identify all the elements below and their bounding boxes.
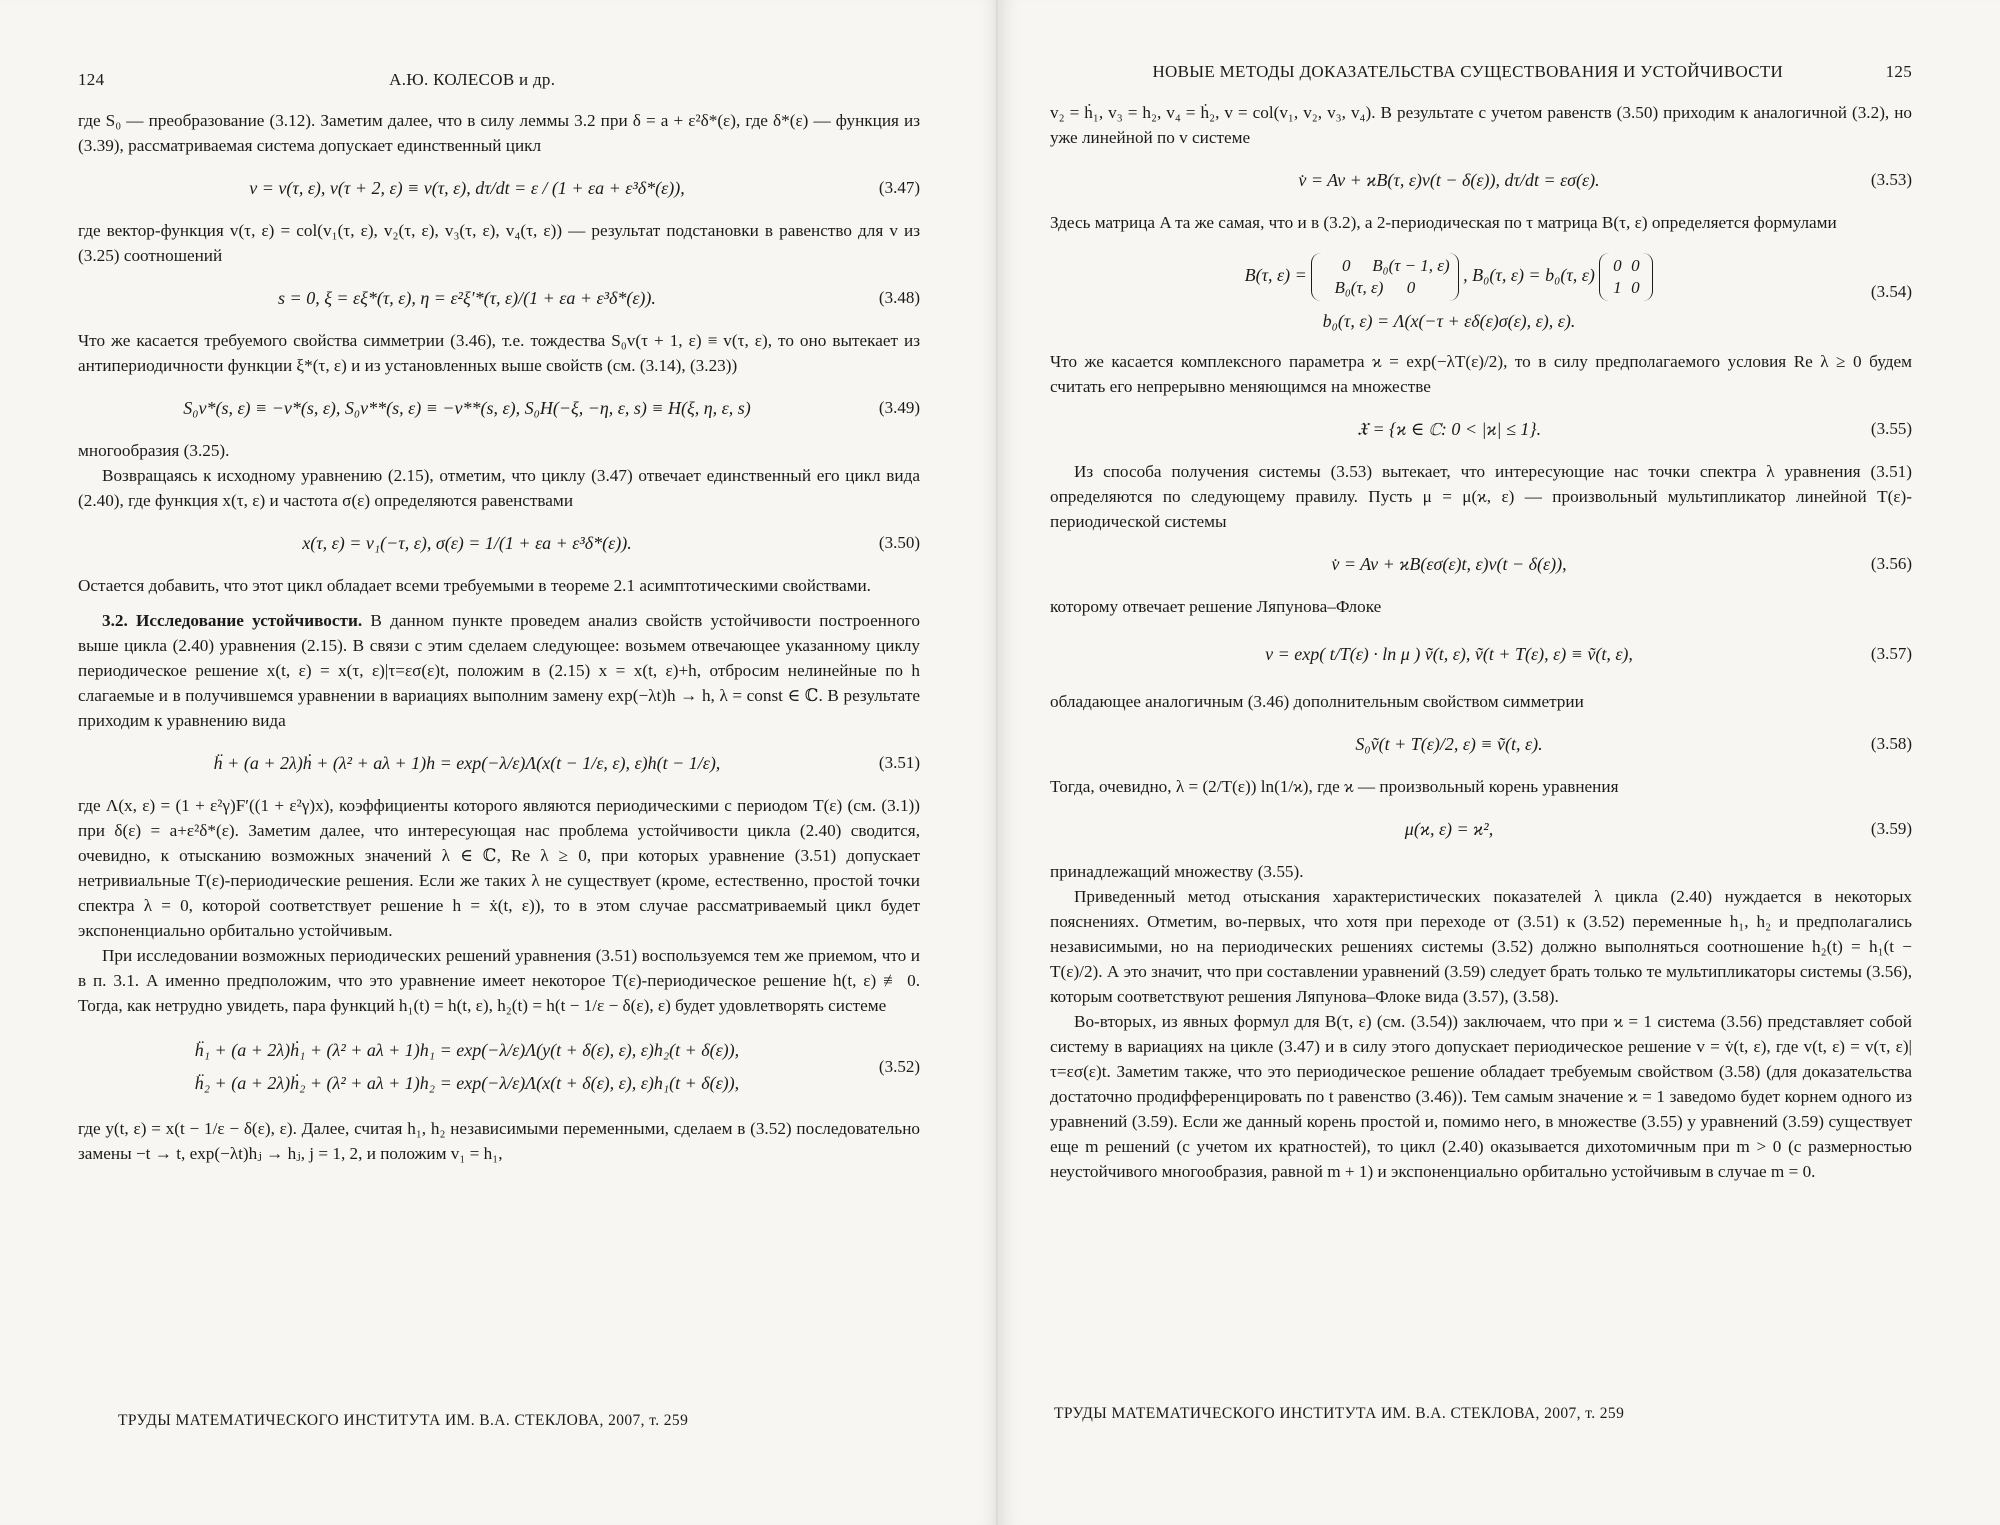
equation-3-54-mid: , B₀(τ, ε) = b₀(τ, ε) xyxy=(1463,264,1595,285)
right-running-header xyxy=(1050,62,1912,86)
equation-3-56 xyxy=(1050,540,1912,588)
equation-3-53 xyxy=(1050,156,1912,204)
equation-3-54-matrix-small xyxy=(1599,253,1653,301)
equation-3-54-formula xyxy=(1050,253,1848,332)
section-3-2-title: 3.2. Исследование устойчивости. xyxy=(102,611,363,630)
equation-3-48 xyxy=(78,274,920,322)
right-paragraph-4: Из способа получения системы (3.53) вытекает, что интересующие нас точки спектра λ уравнения (3.51) определяются по следующему правилу. Пусть μ = μ(ϰ, ε) — произвольный мультипликатор линейной T(ε)-периодической системы xyxy=(1050,462,1912,531)
equation-3-54-matrix-b xyxy=(1311,253,1458,301)
right-paragraph-3: Что же касается комплексного параметра ϰ = exp(−λT(ε)/2), то в силу предполагаемого условия Re λ ≥ 0 будем считать его непрерывно меняющимся на множестве xyxy=(1050,352,1912,396)
equation-3-49 xyxy=(78,384,920,432)
equation-3-55-formula: 𝔛 = {ϰ ∈ ℂ: 0 < |ϰ| ≤ 1}. xyxy=(1356,418,1542,439)
equation-3-58-number: (3.58) xyxy=(1870,734,1912,753)
matrix-b-cell-21: B₀(τ, ε) xyxy=(1334,277,1384,297)
matrix-small-cell-21: 1 xyxy=(1613,277,1622,297)
right-paragraph-5: которому отвечает решение Ляпунова–Флоке xyxy=(1050,597,1382,616)
equation-3-51 xyxy=(78,739,920,787)
left-paragraph-2: где вектор-функция v(τ, ε) = col(v₁(τ, ε), v₂(τ, ε), v₃(τ, ε), v₄(τ, ε)) — результат подстановки в равенство для v из (3.25) соотношений xyxy=(78,221,920,265)
right-page xyxy=(1000,0,2000,1525)
left-page-content xyxy=(78,70,920,1166)
left-paragraph-8: где Λ(x, ε) = (1 + ε²γ)F′((1 + ε²γ)x), коэффициенты которого являются периодическими с периодом T(ε) (см. (3.1)) при δ(ε) = a+ε²δ*(ε). Заметим далее, что интересующая нас проблема устойчивости цикла (2.40) сводится, очевидно, к отысканию возможных значений λ ∈ ℂ, Re λ ≥ 0, при которых уравнение (3.51) допускает нетривиальные T(ε)-периодические решения. Если же таких λ не существует (кроме, естественно, простой точки спектра λ = 0, которой соответствует решение h = ẋ(t, ε)), то в этом случае рассматриваемый цикл будет экспоненциально орбитально устойчивым. xyxy=(78,796,921,940)
matrix-small-cell-11: 0 xyxy=(1613,255,1622,275)
left-paragraph-1: где S₀ — преобразование (3.12). Заметим далее, что в силу леммы 3.2 при δ = a + ε²δ*(ε), где δ*(ε) — функция из (3.39), рассматриваемая система допускает единственный цикл xyxy=(78,111,920,155)
equation-3-59 xyxy=(1050,805,1912,853)
equation-3-57 xyxy=(1050,625,1912,683)
right-body xyxy=(1050,100,1912,1184)
right-paragraph-9: Приведенный метод отыскания характеристических показателей λ цикла (2.40) нуждается в некоторых пояснениях. Отметим, во-первых, что хотя при переходе от (3.51) к (3.52) переменные h₁, h₂ и предполагались независимыми, но на периодических решениях системы (3.52) должно выполняться соотношение h₂(t) = h₁(t − T(ε)/2). А это значит, что при составлении уравнений (3.59) следует брать только те мультипликаторы системы (3.56), которым соответствуют решения Ляпунова–Флоке вида (3.57), (3.58). xyxy=(1050,887,1912,1006)
left-paragraph-6: Остается добавить, что этот цикл обладает всеми требуемыми в теореме 2.1 асимптотическими свойствами. xyxy=(78,576,871,595)
section-3-2-text: В данном пункте проведем анализ свойств устойчивости построенного выше цикла (2.40) уравнения (2.15). В связи с этим сделаем следующее: возьмем отвечающее указанному циклу периодическое решение x(t, ε) = x(τ, ε)|τ=εσ(ε)t, положим в (2.15) x = x(t, ε)+h, отбросим нелинейные по h слагаемые и в получившемся уравнении в вариациях выполним замену exp(−λt)h → h, λ = const ∈ ℂ. В результате приходим к уравнению вида xyxy=(78,611,921,730)
left-paragraph-4: многообразия (3.25). xyxy=(78,441,230,460)
left-running-header xyxy=(78,70,920,94)
equation-3-52-line-2: ḧ₂ + (a + 2λ)ḣ₂ + (λ² + aλ + 1)h₂ = exp(−λ/ε)Λ(x(t + δ(ε), ε), ε)h₁(t + δ(ε)), xyxy=(194,1073,740,1093)
equation-3-54-number: (3.54) xyxy=(1870,282,1912,301)
section-3-2-paragraph xyxy=(78,608,920,733)
equation-3-48-number: (3.48) xyxy=(878,288,920,307)
equation-3-51-number: (3.51) xyxy=(878,753,920,772)
right-paragraph-8: принадлежащий множеству (3.55). xyxy=(1050,862,1304,881)
equation-3-54 xyxy=(1050,241,1912,343)
left-paragraph-10: где y(t, ε) = x(t − 1/ε − δ(ε), ε). Далее, считая h₁, h₂ независимыми переменными, сделаем в (3.52) последовательно замены −t → t, exp(−λt)hⱼ → hⱼ, j = 1, 2, и положим v₁ = h₁, xyxy=(78,1119,920,1163)
equation-3-58-formula: S₀ṽ(t + T(ε)/2, ε) ≡ ṽ(t, ε). xyxy=(1355,733,1543,754)
right-paragraph-2: Здесь матрица A та же самая, что и в (3.2), а 2-периодическая по τ матрица B(τ, ε) определяется формулами xyxy=(1050,213,1837,232)
equation-3-59-number: (3.59) xyxy=(1870,819,1912,838)
equation-3-50 xyxy=(78,519,920,567)
equation-3-55 xyxy=(1050,405,1912,453)
equation-3-54-lhs: B(τ, ε) = xyxy=(1244,264,1307,285)
equation-3-54-line-1 xyxy=(1050,253,1848,301)
equation-3-47-formula: v = v(τ, ε), v(τ + 2, ε) ≡ v(τ, ε), dτ/dt = ε / (1 + εa + ε³δ*(ε)), xyxy=(249,177,685,198)
right-footer: ТРУДЫ МАТЕМАТИЧЕСКОГО ИНСТИТУТА ИМ. В.А. СТЕКЛОВА, 2007, т. 259 xyxy=(1054,1405,1625,1422)
right-paragraph-7: Тогда, очевидно, λ = (2/T(ε)) ln(1/ϰ), где ϰ — произвольный корень уравнения xyxy=(1050,777,1619,796)
equation-3-53-formula: v̇ = Av + ϰB(τ, ε)v(t − δ(ε)), dτ/dt = εσ(ε). xyxy=(1298,169,1600,190)
equation-3-59-formula: μ(ϰ, ε) = ϰ², xyxy=(1404,818,1494,839)
equation-3-56-formula: v̇ = Av + ϰB(εσ(ε)t, ε)v(t − δ(ε)), xyxy=(1331,553,1567,574)
equation-3-47 xyxy=(78,164,920,212)
left-footer: ТРУДЫ МАТЕМАТИЧЕСКОГО ИНСТИТУТА ИМ. В.А. СТЕКЛОВА, 2007, т. 259 xyxy=(118,1412,689,1429)
equation-3-49-number: (3.49) xyxy=(878,398,920,417)
equation-3-50-number: (3.50) xyxy=(878,533,920,552)
equation-3-57-formula: v = exp( t/T(ε) · ln μ ) ṽ(t, ε), ṽ(t + T(ε), ε) ≡ ṽ(t, ε), xyxy=(1265,643,1633,664)
equation-3-50-formula: x(τ, ε) = v₁(−τ, ε), σ(ε) = 1/(1 + εa + ε³δ*(ε)). xyxy=(302,532,632,553)
equation-3-48-formula: s = 0, ξ = εξ*(τ, ε), η = ε²ξ′*(τ, ε)/(1 + εa + ε³δ*(ε)). xyxy=(278,287,656,308)
equation-3-52-number: (3.52) xyxy=(878,1057,920,1076)
matrix-b-cell-12: B₀(τ − 1, ε) xyxy=(1372,255,1450,275)
right-paragraph-10: Во-вторых, из явных формул для B(τ, ε) (см. (3.54)) заключаем, что при ϰ = 1 система (3.56) представляет собой систему в вариациях на цикле (3.47) и в силу этого допускает периодическое решение v = v̇(t, ε), где v(t, ε) = v(τ, ε)|τ=εσ(ε)t. Заметим также, что это периодическое решение обладает требуемым свойством (3.58) (для доказательства достаточно продифференцировать по t равенство (3.46)). Тем самым значение ϰ = 1 заведомо будет корнем одного из уравнений (3.59). Если же данный корень простой и, помимо него, в множестве (3.55) у уравнений (3.59) существует еще m решений (с учетом их кратностей), то цикл (2.40) оказывается дихотомичным при m > 0 (с размерностью неустойчивого многообразия, равной m + 1) и экспоненциально орбитально устойчивым в случае m = 0. xyxy=(1050,1012,1912,1181)
equation-3-47-number: (3.47) xyxy=(878,178,920,197)
matrix-small-cell-12: 0 xyxy=(1631,255,1640,275)
equation-3-54-line-2: b₀(τ, ε) = Λ(x(−τ + εδ(ε)σ(ε), ε), ε). xyxy=(1322,310,1576,331)
equation-3-49-formula: S₀v*(s, ε) ≡ −v*(s, ε), S₀v**(s, ε) ≡ −v**(s, ε), S₀H(−ξ, −η, ε, s) ≡ H(ξ, η, ε, s) xyxy=(183,397,751,418)
equation-3-56-number: (3.56) xyxy=(1870,554,1912,573)
equation-3-58 xyxy=(1050,720,1912,768)
right-paragraph-1: v₂ = ḣ₁, v₃ = h₂, v₄ = ḣ₂, v = col(v₁, v₂, v₃, v₄). В результате с учетом равенств (3.50) приходим к аналогичной (3.2), но уже линейной по v системе xyxy=(1050,103,1912,147)
equation-3-55-number: (3.55) xyxy=(1870,419,1912,438)
left-header-authors: А.Ю. КОЛЕСОВ и др. xyxy=(389,70,556,89)
equation-3-53-number: (3.53) xyxy=(1870,170,1912,189)
right-header-title: НОВЫЕ МЕТОДЫ ДОКАЗАТЕЛЬСТВА СУЩЕСТВОВАНИЯ И УСТОЙЧИВОСТИ xyxy=(1152,62,1784,81)
equation-3-52 xyxy=(78,1024,920,1110)
left-paragraph-5: Возвращаясь к исходному уравнению (2.15), отметим, что циклу (3.47) отвечает единственный его цикл вида (2.40), где функция x(τ, ε) и частота σ(ε) определяются равенствами xyxy=(78,466,920,510)
right-page-number: 125 xyxy=(1885,62,1912,81)
left-paragraph-3: Что же касается требуемого свойства симметрии (3.46), т.е. тождества S₀v(τ + 1, ε) ≡ v(τ, ε), то оно вытекает из антипериодичности функции ξ*(τ, ε) и из установленных выше свойств (см. (3.14), (3.23)) xyxy=(78,331,920,375)
left-page-number: 124 xyxy=(78,70,105,89)
matrix-b-cell-11: 0 xyxy=(1342,255,1351,275)
equation-3-51-formula: ḧ + (a + 2λ)ḣ + (λ² + aλ + 1)h = exp(−λ/ε)Λ(x(t − 1/ε, ε), ε)h(t − 1/ε), xyxy=(213,752,721,773)
right-paragraph-6: обладающее аналогичным (3.46) дополнительным свойством симметрии xyxy=(1050,692,1584,711)
right-page-content xyxy=(1050,62,1912,1184)
left-paragraph-9: При исследовании возможных периодических решений уравнения (3.51) воспользуемся тем же приемом, что и в п. 3.1. А именно предположим, что это уравнение имеет некоторое T(ε)-периодическое решение h(t, ε) ≢ 0. Тогда, как нетрудно увидеть, пара функций h₁(t) = h(t, ε), h₂(t) = h(t − 1/ε − δ(ε), ε) будет удовлетворять системе xyxy=(78,946,920,1015)
equation-3-52-line-1: ḧ₁ + (a + 2λ)ḣ₁ + (λ² + aλ + 1)h₁ = exp(−λ/ε)Λ(y(t + δ(ε), ε), ε)h₂(t + δ(ε)), xyxy=(194,1040,740,1060)
equation-3-57-number: (3.57) xyxy=(1870,644,1912,663)
equation-3-52-formula xyxy=(78,1040,856,1094)
matrix-small-cell-22: 0 xyxy=(1631,277,1640,297)
left-body xyxy=(78,108,920,1166)
matrix-b-cell-22: 0 xyxy=(1406,277,1416,297)
